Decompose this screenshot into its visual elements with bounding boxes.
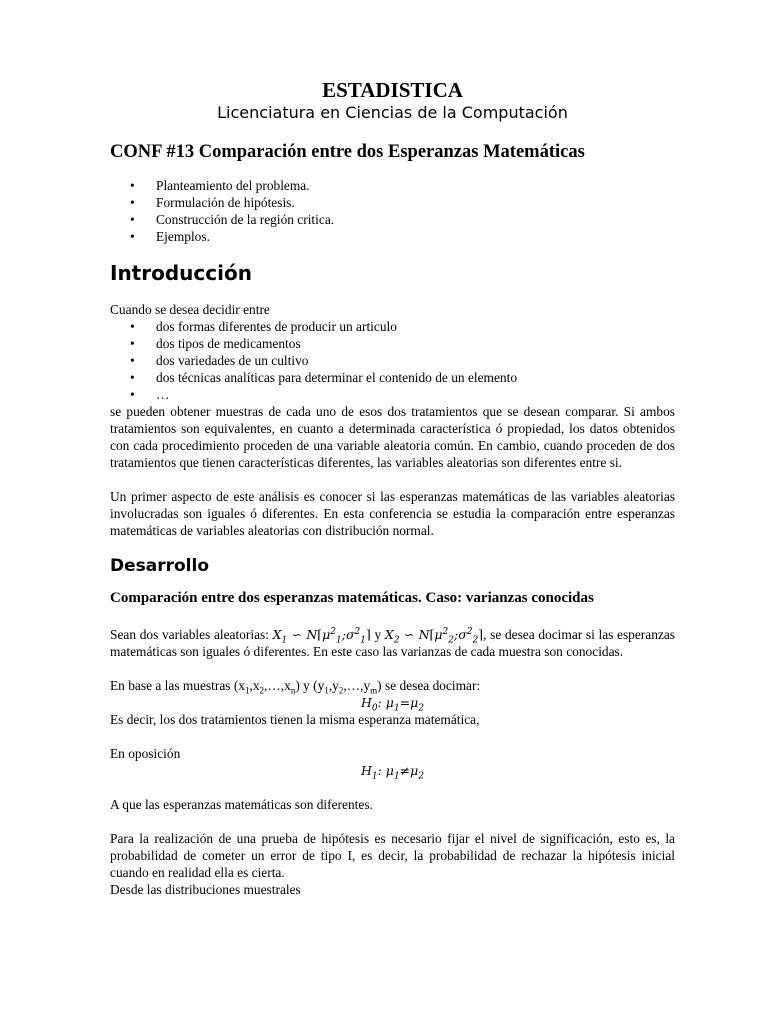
bullet-icon: • [130,336,135,351]
bullet-icon: • [130,212,135,227]
section-heading-desarrollo: Desarrollo [110,556,210,576]
paragraph-oposicion: En oposición [110,746,181,761]
document-subtitle: Licenciatura en Ciencias de la Computación [217,103,568,122]
formula-x2: $X_2$ ∽ $N⌈\mu^2_2;\sigma^2_2⌉$ [384,626,484,646]
list-item: • … [130,387,170,402]
bullet-icon: • [130,319,135,334]
bullet-icon: • [130,195,135,210]
paragraph-es-decir: Es decir, los dos tratamientos tienen la misma esperanza matemática, [110,712,480,727]
list-item: • dos formas diferentes de producir un articulo [130,319,397,334]
list-item: • Planteamiento del problema. [130,178,310,193]
bullet-icon: • [130,387,135,402]
bullet-icon: • [130,353,135,368]
paragraph-diferentes: A que las esperanzas matemáticas son diferentes. [110,797,373,812]
conference-heading: CONF #13 Comparación entre dos Esperanzas Matemáticas [110,142,585,162]
paragraph-significacion: Para la realización de una prueba de hipótesis es necesario fijar el nivel de significación, esto es, la probabilidad de cometer un error de tipo I, es decir, la probabilidad de rechazar la hipótesis inicial cuando en realidad ella es cierta. [110,831,675,880]
document-title: ESTADISTICA [322,78,463,102]
bullet-icon: • [130,178,135,193]
conference-topics-list [110,177,675,245]
subsection-heading: Comparación entre dos esperanzas matemáticas. Caso: varianzas conocidas [110,590,594,606]
list-item: • Ejemplos. [130,229,210,244]
paragraph-muestras: En base a las muestras $(x_1,x_2,\dots,x_n)$ y $(y_1,y_2,\dots,y_m)$ se desea docimar: [110,678,481,696]
bullet-icon: • [130,370,135,385]
document-page [110,78,675,898]
list-item: • Formulación de hipótesis. [130,195,295,210]
list-item: • dos técnicas analíticas para determinar el contenido de un elemento [130,370,518,385]
intro-paragraph-1: se pueden obtener muestras de cada uno de esos dos tratamientos que se desean comparar. Si ambos tratamientos son equivalentes, en cuanto a determinada característica ó propiedad, los datos obtenidos con cada procedimiento proceden de una variable aleatoria común. En cambio, cuando proceden de dos tratamientos que tienen características diferentes, las variables aleatorias son diferentes entre si. [110,404,675,470]
hypothesis-h1: $H_1$: $\mu_1\ne\mu_2$ [360,763,425,782]
intro-paragraph-2: Un primer aspecto de este análisis es conocer si las esperanzas matemáticas de las variables aleatorias involucradas son iguales ó diferentes. En esta conferencia se estudia la comparación entre esperanzas matemáticas de variables aleatorias con distribución normal. [110,489,675,538]
section-heading-introduccion: Introducción [110,261,252,285]
intro-list [110,318,675,403]
bullet-icon: • [130,229,135,244]
list-item: • dos variedades de un cultivo [130,353,309,368]
list-item: • Construcción de la región critica. [130,212,335,227]
paragraph-distribuciones: Desde las distribuciones muestrales [110,882,301,897]
hypothesis-h0: $H_0$: $\mu_1=\mu_2$ [360,695,425,714]
paragraph-variables: Sean dos variables aleatorias: $X_1$ ∽ $N⌈\mu^2_1;\sigma^2_1⌉$ y $X_2$ ∽ $N⌈\mu^2_2;\sigma^2_2⌉$, se desea docimar si las esperanzas matemáticas son iguales ó diferentes. En este caso las varianzas de cada muestra son conocidas. [110,626,675,659]
intro-lead: Cuando se desea decidir entre [110,302,270,317]
list-item: • dos tipos de medicamentos [130,336,301,351]
formula-x1: $X_1$ ∽ $N⌈\mu^2_1;\sigma^2_1⌉$ [272,626,371,646]
